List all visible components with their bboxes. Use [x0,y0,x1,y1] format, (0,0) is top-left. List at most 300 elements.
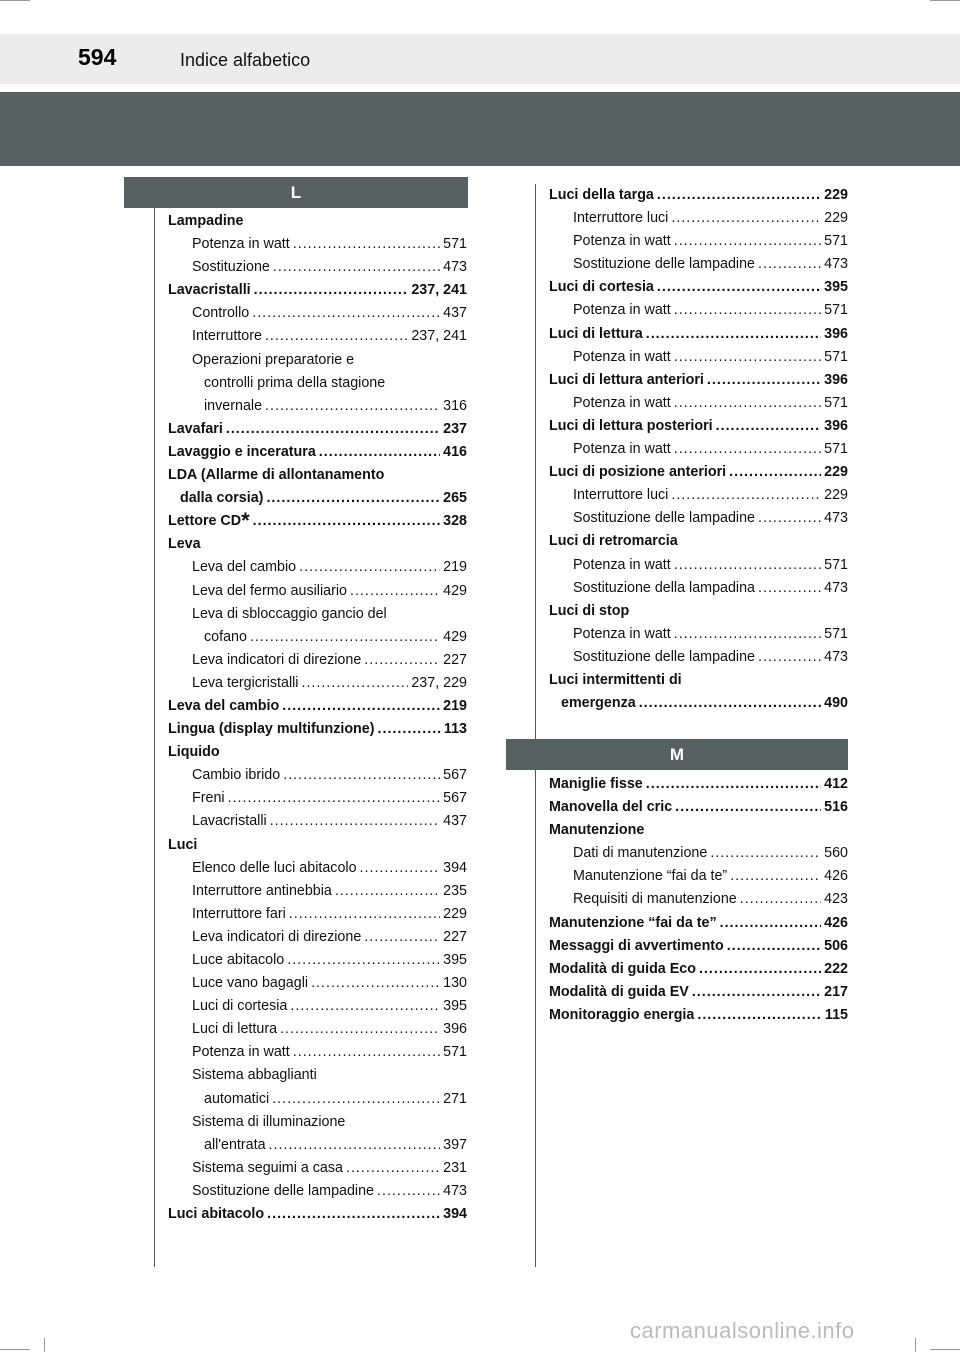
index-entry [549,369,848,392]
entry-page: 516 [824,799,848,816]
leader-dots [319,441,440,464]
entry-text: Requisiti di manutenzione [573,891,737,908]
index-entry [549,507,848,530]
index-entry [168,1064,467,1087]
index-entry [168,903,467,926]
index-entry [549,253,848,276]
index-entry [549,438,848,461]
index-entry [168,487,467,510]
entry-text: Sostituzione delle lampadine [192,1182,375,1199]
leader-dots [710,842,821,865]
index-entry [549,796,848,819]
entry-text: Lampadine [168,213,244,229]
index-entry [168,949,467,972]
entry-page: 115 [824,1006,848,1023]
index-entry [168,741,467,764]
entry-page: 231 [443,1159,467,1176]
leader-dots [252,302,440,325]
entry-page: 473 [824,579,848,596]
entry-text: automatici [204,1090,270,1107]
index-entry [549,958,848,981]
entry-text: Leva di sbloccaggio gancio del [192,605,387,622]
entry-text: LDA (Allarme di allontanamento [168,467,385,484]
leader-dots [697,1004,822,1027]
entry-page: 473 [824,510,848,527]
leader-dots [377,1180,440,1203]
index-entry [168,672,467,695]
entry-text: Liquido [168,744,220,761]
left-column-rule [154,207,155,1267]
entry-page: 473 [824,648,848,665]
index-entry [549,981,848,1004]
entry-page: 412 [824,776,848,792]
leader-dots [273,256,440,279]
crop-mark [930,0,960,1]
index-entry [549,912,848,935]
entry-text: Potenza in watt [192,236,290,253]
leader-dots [758,577,821,600]
index-entry [168,603,467,626]
index-entry [549,346,848,369]
leader-dots [290,995,440,1018]
entry-page: 396 [824,371,848,388]
page-number: 594 [78,44,117,70]
index-entry [168,533,467,556]
section-header-m: M [506,739,848,770]
index-entry [168,1111,467,1134]
leader-dots [289,903,440,926]
entry-page: 416 [443,443,467,460]
entry-page: 235 [443,882,467,899]
entry-text: Manutenzione “fai da te” [573,868,728,885]
index-entry [168,1134,467,1157]
entry-page: 265 [443,490,467,507]
entry-text: Elenco delle luci abitacolo [192,859,357,876]
index-entry [168,857,467,880]
index-entry [168,302,467,325]
entry-page: 473 [443,1182,467,1199]
entry-text: Potenza in watt [192,1044,290,1061]
entry-text: Lavacristalli [192,813,267,830]
index-entry [168,349,467,372]
entry-text: Luce vano bagagli [192,975,309,992]
leader-dots [226,418,440,441]
entry-page: 328 [443,513,467,530]
leader-dots [283,764,440,787]
leader-dots [272,1088,440,1111]
leader-dots [254,279,409,302]
leader-dots [674,392,821,415]
index-entry [549,646,848,669]
leader-dots [364,649,440,672]
entry-text: Leva indicatori di direzione [192,651,362,668]
entry-page: 571 [824,302,848,319]
entry-text: invernale [204,397,263,414]
leader-dots [646,323,821,346]
entry-text: Freni [192,790,225,807]
index-entry [549,1004,848,1027]
index-entry [549,230,848,253]
leader-dots [301,672,408,695]
entry-page: 571 [824,348,848,365]
index-entry [168,464,467,487]
index-entry [168,441,467,464]
leader-dots [720,912,822,935]
entry-page: 490 [824,695,848,712]
leader-dots [740,888,821,911]
leader-dots [265,325,408,348]
entry-text: Interruttore antinebbia [192,882,332,899]
entry-text: Interruttore luci [573,487,669,504]
entry-text: Cambio ibrido [192,767,281,784]
leader-dots [250,626,440,649]
right-column-rule [535,184,536,1267]
index-entry [168,1018,467,1041]
entry-page: 473 [443,259,467,276]
index-entry [549,692,848,715]
leader-dots [646,773,821,796]
leader-dots [657,276,821,299]
crop-mark [44,1338,45,1352]
leader-dots [758,646,821,669]
entry-text: Leva del cambio [168,697,280,714]
entry-text: Messaggi di avvertimento [549,937,724,954]
crop-mark [930,1349,960,1350]
leader-dots [671,207,821,230]
entry-text: Potenza in watt [573,302,671,319]
entry-page: 571 [824,556,848,573]
entry-page: 394 [443,1206,467,1223]
index-entry [168,1203,467,1226]
index-entry [549,819,848,842]
index-entry [549,392,848,415]
entry-page: 571 [443,236,467,253]
index-entry [549,600,848,623]
crop-mark [0,1349,30,1350]
entry-page: 571 [824,441,848,458]
entry-text: Potenza in watt [573,441,671,458]
entry-text: Luci di cortesia [192,998,288,1015]
entry-page: 473 [824,256,848,273]
entry-page: 113 [443,721,467,738]
leader-dots [311,972,440,995]
leader-dots [674,554,821,577]
leader-dots [350,580,440,603]
section-header-l: L [124,177,468,208]
header-band [0,92,960,166]
entry-text: Lavafari [168,420,223,437]
crop-mark [0,0,30,1]
leader-dots [671,484,821,507]
index-entry [168,787,467,810]
entry-text: Luci di stop [549,602,630,619]
entry-page: 567 [443,767,467,784]
entry-page: 571 [443,1044,467,1061]
entry-page: 571 [824,233,848,250]
index-entry [549,530,848,553]
entry-page: 396 [443,1021,467,1038]
index-entry [168,626,467,649]
index-column-left [168,210,467,1226]
leader-dots [282,695,440,718]
leader-dots [267,1203,440,1226]
index-entry [168,1180,467,1203]
entry-page: 396 [824,417,848,434]
leader-dots [675,796,821,819]
index-entry [549,323,848,346]
leader-dots [265,395,440,418]
index-entry [168,880,467,903]
entry-page: 219 [443,559,467,576]
crop-mark [915,1338,916,1352]
entry-text: Leva del cambio [192,559,297,576]
entry-text: Manutenzione “fai da te” [549,914,717,931]
entry-page: 394 [443,859,467,876]
index-entry [168,325,467,348]
entry-page: 426 [824,914,848,931]
index-entry [549,577,848,600]
index-entry [168,972,467,995]
entry-text: Luci abitacolo [168,1206,265,1223]
entry-text: Controllo [192,305,250,322]
entry-page: 237, 241 [411,282,467,299]
leader-dots [360,857,441,880]
entry-text: Lavaggio e inceratura [168,443,316,460]
entry-page: 229 [443,905,467,922]
entry-page: 506 [824,937,848,954]
index-entry [168,695,467,718]
entry-page: 397 [443,1136,467,1153]
leader-dots [364,926,440,949]
entry-text: Luci di lettura [549,325,643,342]
leader-dots [758,253,821,276]
index-entry [168,418,467,441]
entry-text: Luci di retromarcia [549,533,678,550]
entry-page: 560 [824,845,848,862]
entry-page: 395 [443,998,467,1015]
entry-text: Modalità di guida Eco [549,960,696,977]
index-entry [168,210,467,233]
index-entry [168,649,467,672]
entry-page: 437 [443,813,467,830]
index-entry [549,865,848,888]
entry-page: 229 [824,187,848,203]
entry-text: Potenza in watt [573,556,671,573]
leader-dots [692,981,821,1004]
leader-dots [758,507,821,530]
entry-text: Operazioni preparatorie e [192,351,355,368]
index-entry [549,935,848,958]
entry-text: controlli prima della stagione [204,374,386,391]
entry-text: Potenza in watt [573,233,671,250]
entry-text: Luci di lettura anteriori [549,371,704,388]
watermark: carmanualsonline.info [630,1318,855,1343]
index-entry [168,926,467,949]
entry-text: dalla corsia) [180,490,264,507]
index-column-right-l [549,184,848,715]
leader-dots [228,787,441,810]
leader-dots [253,510,441,533]
leader-dots [335,880,440,903]
leader-dots [727,935,821,958]
entry-page: 219 [443,697,467,714]
leader-dots [674,438,821,461]
leader-dots [699,958,821,981]
entry-page: 429 [443,628,467,645]
leader-dots [270,810,440,833]
leader-dots [280,1018,440,1041]
leader-dots [293,233,440,256]
index-entry [168,995,467,1018]
leader-dots [716,415,822,438]
entry-text: Manutenzione [549,822,645,839]
entry-page: 229 [824,487,848,504]
entry-text: all'entrata [204,1136,266,1153]
entry-text: cofano [204,628,247,645]
index-entry [168,810,467,833]
entry-text: Sistema seguimi a casa [192,1159,343,1176]
entry-text: Modalità di guida EV [549,983,689,1000]
index-entry [168,256,467,279]
entry-page: 396 [824,325,848,342]
entry-text: Sostituzione [192,259,270,276]
index-entry [168,1041,467,1064]
index-entry [168,580,467,603]
entry-text: Leva indicatori di direzione [192,928,362,945]
entry-page: 222 [824,960,848,977]
entry-text: Dati di manutenzione [573,845,708,862]
leader-dots [346,1157,440,1180]
entry-text: Luci intermittenti di [549,671,682,688]
entry-page: 229 [824,464,848,481]
entry-page: 130 [443,975,467,992]
entry-page: 426 [824,868,848,885]
leader-dots [730,865,821,888]
index-entry [168,834,467,857]
leader-dots [657,184,821,207]
entry-page: 429 [443,582,467,599]
leader-dots [266,487,440,510]
entry-page: 217 [824,983,848,1000]
index-entry [168,279,467,302]
entry-page: 567 [443,790,467,807]
entry-page: 316 [443,397,467,414]
entry-page: 571 [824,625,848,642]
leader-dots [287,949,440,972]
entry-page: 395 [443,952,467,968]
entry-text: Manovella del cric [549,799,673,816]
index-entry [549,207,848,230]
leader-dots [639,692,821,715]
entry-text: Lavacristalli [168,282,251,299]
index-entry [549,299,848,322]
entry-text: Luci [168,836,198,853]
index-entry [168,764,467,787]
entry-page: 423 [824,891,848,908]
leader-dots [707,369,821,392]
leader-dots [378,718,441,741]
index-entry [549,623,848,646]
index-entry [168,395,467,418]
entry-page: 437 [443,305,467,322]
leader-dots [674,623,821,646]
leader-dots [674,346,821,369]
index-entry [168,556,467,579]
entry-text: Sostituzione delle lampadine [573,510,756,527]
entry-text: Luci della targa [549,187,654,203]
index-entry [549,669,848,692]
entry-text: Maniglie fisse [549,776,643,792]
entry-page: 237, 229 [411,674,467,691]
entry-text: Sostituzione delle lampadine [573,256,756,273]
entry-page: 237, 241 [411,328,467,345]
entry-text: Lingua (display multifunzione) [168,721,375,738]
entry-text: Leva del fermo ausiliario [192,582,347,599]
header-strip [0,34,960,84]
entry-text: Potenza in watt [573,348,671,365]
index-entry [549,888,848,911]
leader-dots [269,1134,441,1157]
entry-text: Monitoraggio energia [549,1006,695,1023]
index-entry [168,1157,467,1180]
index-entry [168,1088,467,1111]
index-entry [549,184,848,207]
index-entry [168,372,467,395]
leader-dots [674,230,821,253]
leader-dots [729,461,821,484]
entry-text: Luci di cortesia [549,279,654,296]
entry-page: 571 [824,394,848,411]
index-entry [168,233,467,256]
entry-text: Sistema abbaglianti [192,1067,317,1084]
index-entry [549,842,848,865]
entry-text: Interruttore fari [192,905,286,922]
entry-text: Potenza in watt [573,394,671,411]
index-entry [549,484,848,507]
entry-text: Lettore CD [168,513,242,530]
entry-text: Sostituzione delle lampadine [573,648,756,665]
leader-dots [299,556,440,579]
entry-page: 229 [824,210,848,227]
entry-page: 237 [443,420,467,437]
entry-page: 395 [824,279,848,296]
entry-text: Interruttore [192,328,262,345]
entry-text: Sostituzione della lampadina [573,579,756,596]
index-entry [549,276,848,299]
leader-dots [293,1041,440,1064]
page-title: Indice alfabetico [180,50,311,70]
entry-text: Leva [168,536,201,553]
index-entry [549,461,848,484]
entry-text: emergenza [561,695,636,712]
entry-page: 227 [443,928,467,945]
index-column-right-m [549,773,848,1027]
index-entry [168,718,467,741]
index-entry [549,415,848,438]
index-entry: Lettore CD * ..... 328 [168,510,467,533]
entry-text: Leva tergicristalli [192,674,299,691]
entry-text: Luci di lettura posteriori [549,417,713,434]
entry-page: 271 [443,1090,467,1107]
index-entry [549,773,848,796]
entry-text: Luci di lettura [192,1021,278,1038]
entry-page: 227 [443,651,467,668]
entry-text: Potenza in watt [573,625,671,642]
index-entry [549,554,848,577]
leader-dots [674,299,821,322]
entry-text: Luce abitacolo [192,952,285,968]
entry-text: Interruttore luci [573,210,669,227]
